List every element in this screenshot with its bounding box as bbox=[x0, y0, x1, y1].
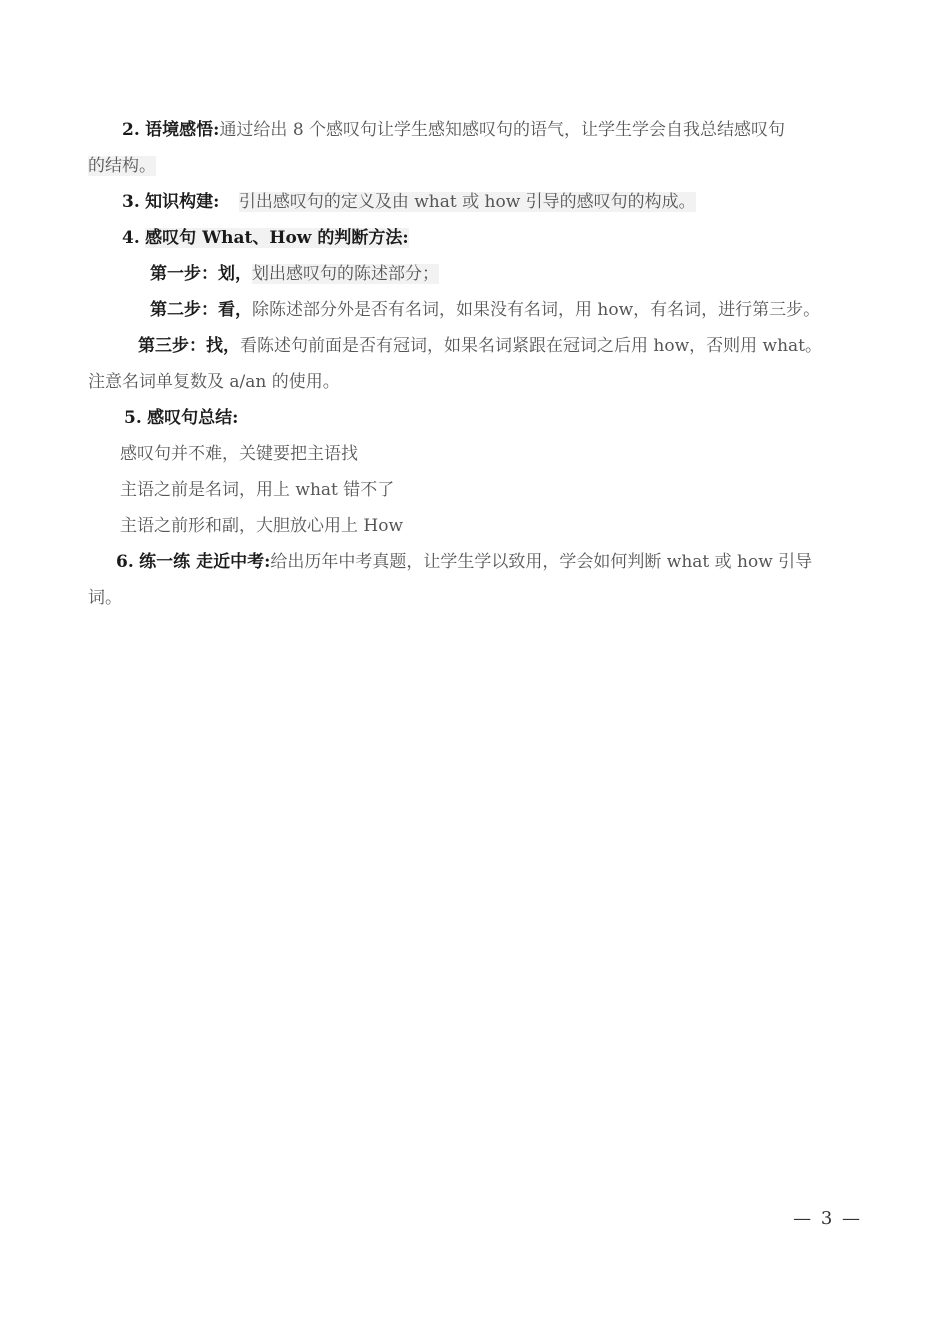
step-2-label: 第二步：看， bbox=[150, 300, 252, 320]
item-4-line bbox=[88, 220, 863, 256]
item-3-heading: 知识构建: bbox=[145, 192, 220, 212]
item-5-number: 5. bbox=[124, 408, 142, 428]
rhyme-line-2 bbox=[88, 472, 863, 508]
item-5-line bbox=[88, 400, 863, 436]
item-3-number: 3. bbox=[122, 192, 140, 212]
item-3-text: 引出感叹句的定义及由 what 或 how 引导的感叹句的构成。 bbox=[238, 192, 696, 212]
step-3-label: 第三步：找， bbox=[138, 336, 240, 356]
item-6-line-1 bbox=[88, 544, 863, 580]
item-5-heading: 感叹句总结: bbox=[147, 408, 239, 428]
item-2-line-1 bbox=[88, 112, 863, 148]
item-2-text: 通过给出 8 个感叹句让学生感知感叹句的语气，让学生学会自我总结感叹句 bbox=[219, 120, 786, 140]
item-2-heading: 语境感悟: bbox=[145, 120, 220, 140]
rhyme-line-3 bbox=[88, 508, 863, 544]
page-number: — 3 — bbox=[793, 1208, 862, 1229]
item-6-text-cont: 词。 bbox=[88, 588, 122, 608]
item-6-text: 给出历年中考真题，让学生学以致用，学会如何判断 what 或 how 引导 bbox=[270, 552, 813, 572]
rhyme-text-1: 感叹句并不难，关键要把主语找 bbox=[120, 444, 358, 464]
step-1-line bbox=[88, 256, 863, 292]
step-1-text: 划出感叹句的陈述部分； bbox=[252, 264, 439, 284]
item-3-line bbox=[88, 184, 863, 220]
step-2-line bbox=[88, 292, 863, 328]
step-3-line-2 bbox=[88, 364, 863, 400]
step-3-text-cont: 注意名词单复数及 a/an 的使用。 bbox=[88, 372, 340, 392]
item-4-number: 4. bbox=[122, 228, 140, 248]
item-6-heading: 练一练 走近中考: bbox=[139, 552, 271, 572]
rhyme-text-2: 主语之前是名词，用上 what 错不了 bbox=[120, 480, 395, 500]
item-2-text-cont: 的结构。 bbox=[88, 156, 156, 176]
rhyme-text-3: 主语之前形和副，大胆放心用上 How bbox=[120, 516, 404, 536]
item-2-line-2 bbox=[88, 148, 863, 184]
item-6-line-2 bbox=[88, 580, 863, 616]
step-3-line bbox=[88, 328, 863, 364]
rhyme-line-1 bbox=[88, 436, 863, 472]
item-4-heading: 感叹句 What、How 的判断方法: bbox=[145, 228, 409, 248]
step-2-text: 除陈述部分外是否有名词，如果没有名词，用 how，有名词，进行第三步。 bbox=[252, 300, 821, 320]
step-1-label: 第一步：划， bbox=[150, 264, 252, 284]
item-6-number: 6. bbox=[116, 552, 134, 572]
document-body bbox=[88, 112, 863, 616]
step-3-text: 看陈述句前面是否有冠词，如果名词紧跟在冠词之后用 how，否则用 what。 bbox=[240, 336, 823, 356]
item-2-number: 2. bbox=[122, 120, 140, 140]
